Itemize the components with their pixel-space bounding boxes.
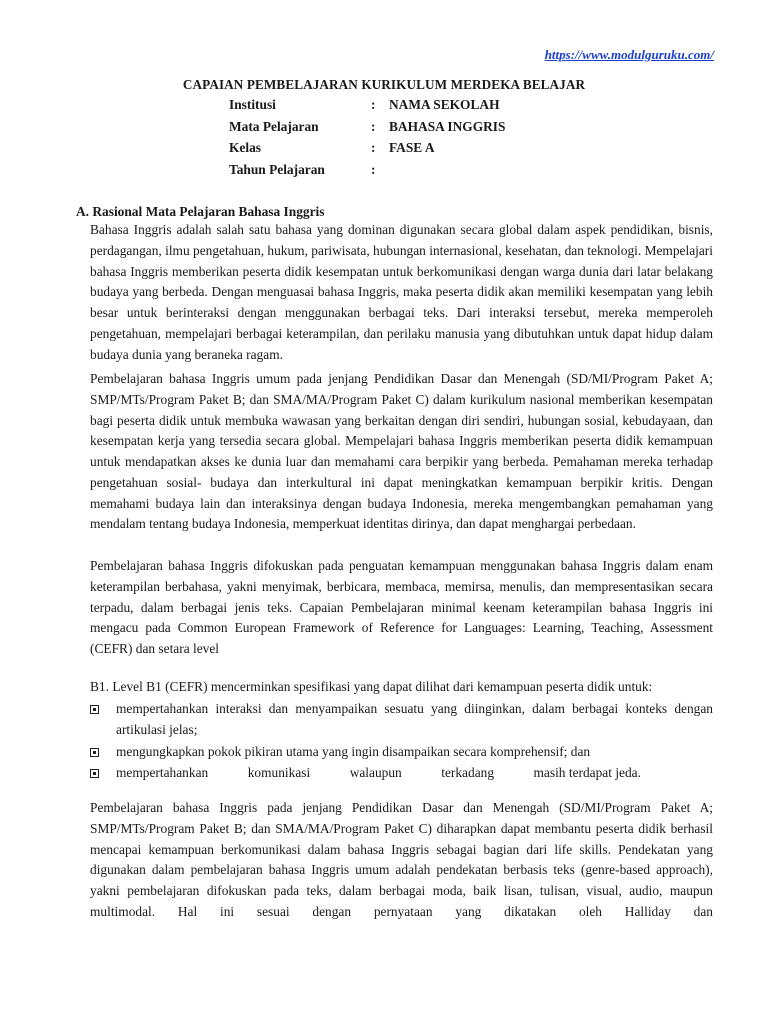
bullet-icon xyxy=(90,705,99,714)
meta-label: Institusi xyxy=(229,97,276,112)
bullet-icon xyxy=(90,748,99,757)
paragraph xyxy=(90,220,713,365)
word: komunikasi xyxy=(247,765,311,781)
word: mempertahankan xyxy=(116,765,209,781)
list-item xyxy=(90,763,713,784)
paragraph-text: Pembelajaran bahasa Inggris umum pada jenjang Pendidikan Dasar dan Menengah (SD/MI/Program Paket A; SMP/MTs/Program Paket B; dan SMA/MA/Program Paket C) dalam kurikulum nasional memberikan kesempatan bagi peserta didik untuk membuka wawasan yang berkaitan dengan diri sendiri, hubungan sosial, kebudayaan, dan kesempatan kerja yang tersedia secara global. Mempelajari bahasa Inggris memberikan peserta didik kemampuan untuk mendapatkan akses ke dunia luar dan memahami cara berpikir yang berbeda. Pemahaman mereka terhadap pengetahuan sosial- budaya dan interkultural ini dapat meningkatkan kemampuan berpikir kritis. Dengan memahami budaya lain dan interaksinya dengan budaya Indonesia, mereka mengembangkan pemahaman yang mendalam tentang budaya Indonesia, memperkuat identitas dirinya, dan dapat menghargai perbedaan. xyxy=(90,371,713,532)
paragraph-text: Bahasa Inggris adalah salah satu bahasa yang dominan digunakan secara global dalam aspek pendidikan, bisnis, perdagangan, ilmu pengetahuan, hukum, pariwisata, hubungan internasional, kesehatan, dan teknologi. Mempelajari bahasa Inggris memberikan peserta didik kesempatan untuk berkomunikasi dengan warga dunia dari latar belakang budaya yang berbeda. Dengan menguasai bahasa Inggris, maka peserta didik akan memiliki kesempatan yang lebih besar untuk berinteraksi dengan menggunakan berbagai teks. Dari interaksi tersebut, mereka memperoleh pengetahuan, mempelajari berbagai keterampilan, dan perilaku manusia yang dibutuhkan untuk dapat hidup dalam budaya dunia yang beraneka ragam. xyxy=(90,222,713,362)
word: walaupun xyxy=(349,765,402,781)
meta-colon: : xyxy=(371,118,376,134)
meta-colon: : xyxy=(371,97,376,112)
meta-value: NAMA SEKOLAH xyxy=(389,97,500,112)
site-url-link[interactable]: https://www.modulguruku.com/ xyxy=(544,47,714,62)
bullet-list xyxy=(90,699,713,785)
bullet-icon xyxy=(90,769,99,778)
list-item xyxy=(90,742,713,763)
list-item-text xyxy=(116,763,641,784)
meta-colon: : xyxy=(371,161,376,177)
list-item-text: mempertahankan interaksi dan menyampaikan sesuatu yang diinginkan, dalam berbagai konteks dengan artikulasi jelas; xyxy=(116,701,713,737)
word: masih terdapat jeda. xyxy=(533,765,641,781)
paragraph-text: Pembelajaran bahasa Inggris pada jenjang Pendidikan Dasar dan Menengah (SD/MI/Program Paket A; SMP/MTs/Program Paket B; dan SMA/MA/Program Paket C) diharapkan dapat membantu peserta didik berhasil mencapai kemampuan berkomunikasi dalam bahasa Inggris sebagai bagian dari life skills. Pendekatan yang digunakan dalam pembelajaran bahasa Inggris umum adalah pendekatan berbasis teks (genre-based approach), yakni pembelajaran difokuskan pada teks, dalam berbagai moda, baik lisan, tulisan, visual, audio, maupun multimodal. Hal ini sesuai dengan pernyataan yang dikatakan oleh Halliday dan xyxy=(90,800,713,919)
document-title: CAPAIAN PEMBELAJARAN KURIKULUM MERDEKA BELAJAR xyxy=(182,77,586,92)
paragraph xyxy=(90,369,713,535)
meta-row-mata-pelajaran xyxy=(229,119,505,141)
paragraph xyxy=(90,556,713,660)
meta-value: FASE A xyxy=(389,140,435,155)
word: terkadang xyxy=(441,765,495,781)
list-item-text: mengungkapkan pokok pikiran utama yang ingin disampaikan secara komprehensif; dan xyxy=(116,743,591,759)
level-intro: B1. Level B1 (CEFR) mencerminkan spesifikasi yang dapat dilihat dari kemampuan peserta didik untuk: xyxy=(90,679,653,694)
meta-table xyxy=(229,97,505,183)
meta-row-kelas xyxy=(229,140,505,162)
paragraph-text: Pembelajaran bahasa Inggris difokuskan pada penguatan kemampuan menggunakan bahasa Inggris dalam enam keterampilan berbahasa, yakni menyimak, berbicara, membaca, memirsa, menulis, dan mempresentasikan secara terpadu, dalam berbagai jenis teks. Capaian Pembelajaran minimal keenam keterampilan bahasa Inggris ini mengacu pada Common European Framework of Reference for Languages: Learning, Teaching, Assessment (CEFR) dan setara level xyxy=(90,558,713,656)
meta-label: Tahun Pelajaran xyxy=(229,161,325,177)
list-item xyxy=(90,699,713,741)
meta-row-institusi xyxy=(229,97,505,119)
paragraph xyxy=(90,798,713,923)
meta-label: Kelas xyxy=(229,140,261,155)
meta-colon: : xyxy=(371,140,376,155)
meta-row-tahun-pelajaran xyxy=(229,162,505,184)
section-heading: A. Rasional Mata Pelajaran Bahasa Inggris xyxy=(76,204,325,219)
meta-value: BAHASA INGGRIS xyxy=(389,118,506,134)
meta-label: Mata Pelajaran xyxy=(229,118,319,134)
